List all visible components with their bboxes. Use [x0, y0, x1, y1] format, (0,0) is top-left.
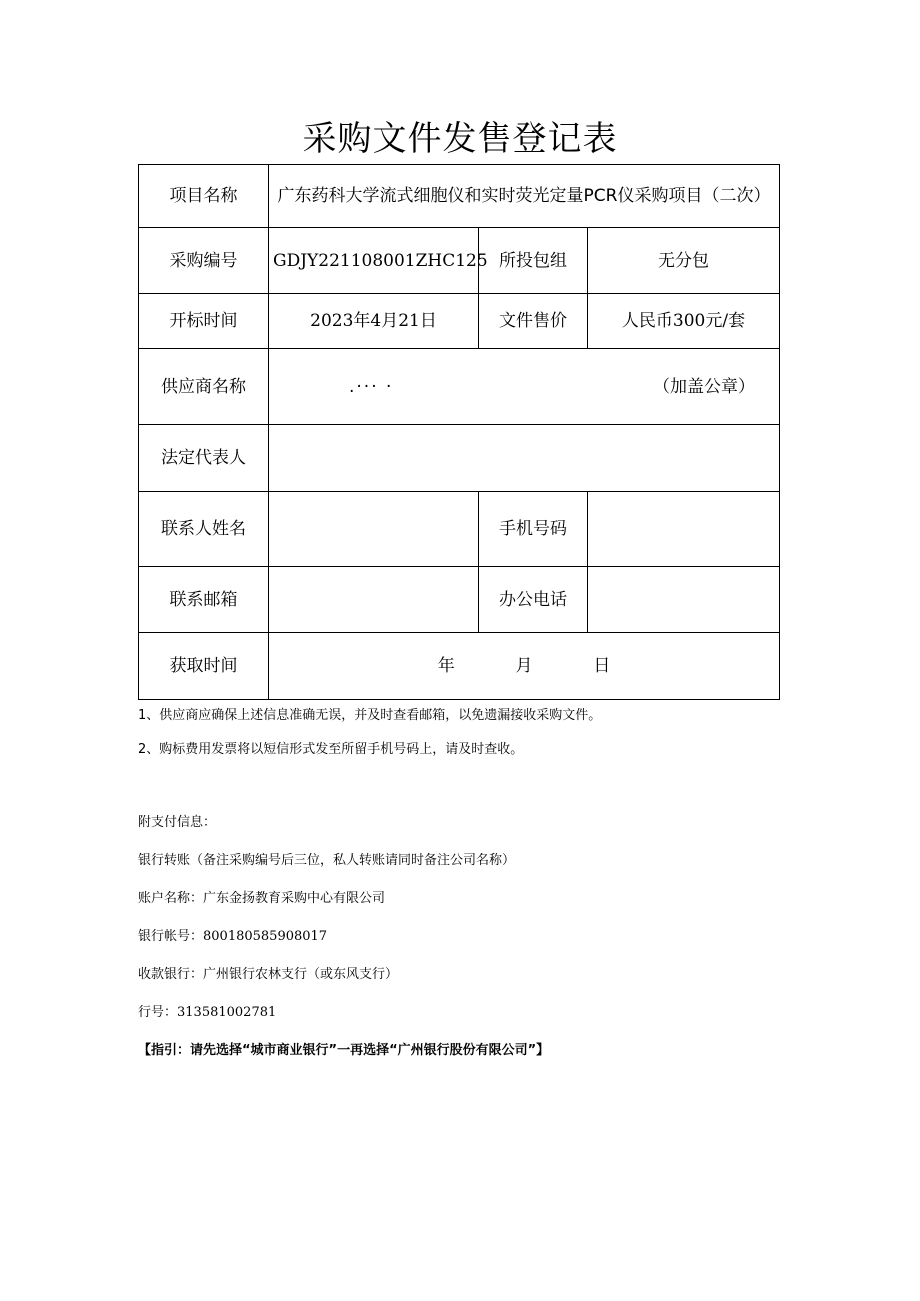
project-label: 项目名称: [139, 165, 269, 228]
row-supplier: [139, 349, 780, 425]
contact-label: 联系人姓名: [139, 492, 269, 567]
notes: [138, 704, 838, 772]
payment-account-no: [138, 924, 858, 962]
email-value[interactable]: [269, 567, 479, 633]
supplier-label: 供应商名称: [139, 349, 269, 425]
row-legal-rep: [139, 425, 780, 492]
office-phone-value[interactable]: [588, 567, 780, 633]
price-label: 文件售价: [479, 294, 588, 349]
purchase-no-value: GDJY221108001ZHC125: [269, 228, 479, 294]
payment-bank-code: [138, 1000, 858, 1038]
account-no-label: 银行帐号：: [138, 929, 204, 944]
row-purchase-no: [139, 228, 780, 294]
project-value: 广东药科大学流式细胞仪和实时荧光定量PCR仪采购项目（二次）: [269, 165, 780, 228]
account-no-value: 800180585908017: [203, 929, 328, 944]
obtain-time-label: 获取时间: [139, 633, 269, 700]
lot-value: 无分包: [588, 228, 780, 294]
obtain-time-value[interactable]: [269, 633, 780, 700]
contact-value[interactable]: [269, 492, 479, 567]
payment-info: [138, 810, 858, 1076]
obtain-year: 年: [437, 656, 455, 676]
mobile-label: 手机号码: [479, 492, 588, 567]
row-email: [139, 567, 780, 633]
row-contact: [139, 492, 780, 567]
payment-account-name: 账户名称：广东金扬教育采购中心有限公司: [138, 891, 386, 906]
payment-transfer: 银行转账（备注采购编号后三位，私人转账请同时备注公司名称）: [138, 853, 516, 868]
email-label: 联系邮箱: [139, 567, 269, 633]
row-project: [139, 165, 780, 228]
price-value: 人民币300元/套: [588, 294, 780, 349]
registration-table: [138, 164, 780, 700]
bank-code-label: 行号：: [138, 1005, 178, 1020]
open-time-value: 2023年4月21日: [269, 294, 479, 349]
row-open-time: [139, 294, 780, 349]
mobile-value[interactable]: [588, 492, 780, 567]
office-phone-label: 办公电话: [479, 567, 588, 633]
lot-label: 所投包组: [479, 228, 588, 294]
note-2: 2、购标费用发票将以短信形式发至所留手机号码上，请及时查收。: [138, 742, 524, 757]
seal-note: （加盖公章）: [653, 377, 755, 397]
legal-rep-label: 法定代表人: [139, 425, 269, 492]
bank-code-value: 313581002781: [177, 1005, 277, 1020]
row-obtain-time: [139, 633, 780, 700]
payment-heading: 附支付信息：: [138, 815, 217, 830]
page-title: 采购文件发售登记表: [302, 119, 618, 159]
payment-guide: 【指引：请先选择“城市商业银行”一再选择“广州银行股份有限公司”】: [138, 1043, 550, 1058]
obtain-day: 日: [593, 656, 611, 676]
legal-rep-value[interactable]: [269, 425, 780, 492]
open-time-label: 开标时间: [139, 294, 269, 349]
note-1: 1、供应商应确保上述信息准确无误，并及时查看邮箱，以免遗漏接收采购文件。: [138, 708, 602, 723]
purchase-no-label: 采购编号: [139, 228, 269, 294]
obtain-month: 月: [515, 656, 533, 676]
supplier-value-cell[interactable]: [269, 349, 780, 425]
payment-bank: 收款银行：广州银行农林支行（或东风支行）: [138, 967, 399, 982]
supplier-value: .··· ·: [349, 377, 394, 397]
